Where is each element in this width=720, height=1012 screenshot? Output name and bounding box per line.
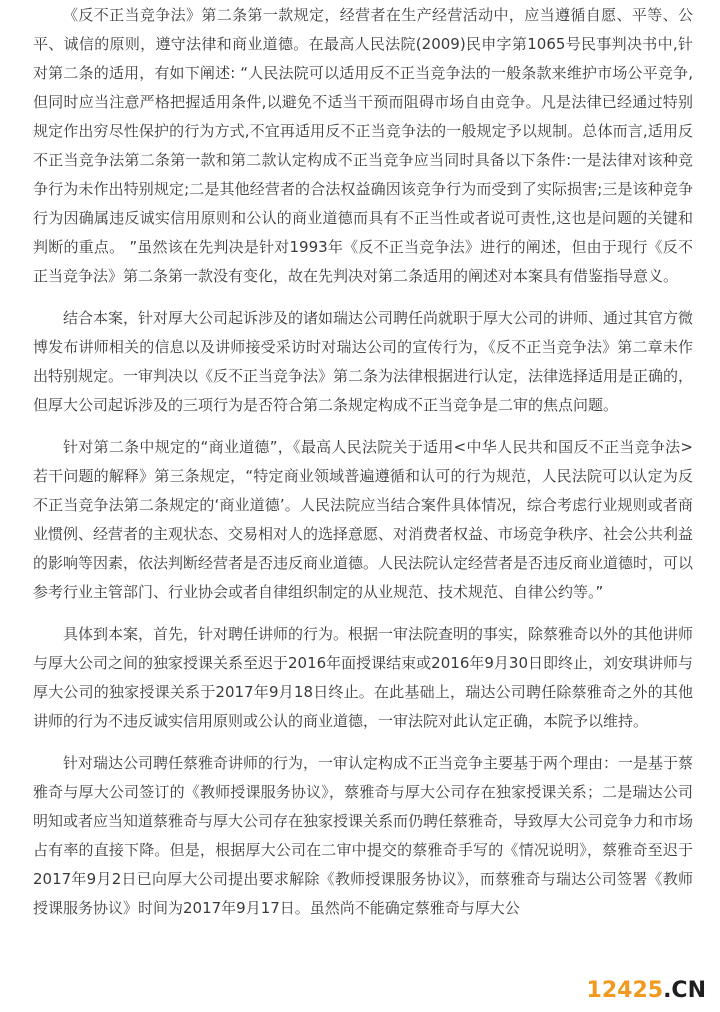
watermark-number: 12425	[586, 978, 664, 1003]
paragraph-5: 针对瑞达公司聘任蔡雅奇讲师的行为，一审认定构成不正当竞争主要基于两个理由：一是基于蔡雅奇与厚大公司签订的《教师授课服务协议》，蔡雅奇与厚大公司存在独家授课关系；二是瑞达公司明知或者应当知道蔡雅奇与厚大公司存在独家授课关系而仍聘任蔡雅奇，导致厚大公司竞争力和市场占有率的直接下降。但是，根据厚大公司在二审中提交的蔡雅奇手写的《情况说明》，蔡雅奇至迟于2017年9月2日已向厚大公司提出要求解除《教师授课服务协议》，而蔡雅奇与瑞达公司签署《教师授课服务协议》时间为2017年9月17日。虽然尚不能确定蔡雅奇与厚大公	[33, 754, 694, 917]
paragraph-4: 具体到本案，首先，针对聘任讲师的行为。根据一审法院查明的事实，除蔡雅奇以外的其他讲师与厚大公司之间的独家授课关系至迟于2016年面授课结束或2016年9月30日即终止，刘安琪讲师与厚大公司的独家授课关系于2017年9月18日终止。在此基础上，瑞达公司聘任除蔡雅奇之外的其他讲师的行为不违反诚实信用原则或公认的商业道德，一审法院对此认定正确，本院予以维持。	[33, 625, 694, 730]
watermark-domain: .CN	[663, 978, 706, 1003]
site-watermark	[583, 978, 710, 1004]
paragraph-3: 针对第二条中规定的“商业道德”，《最高人民法院关于适用<中华人民共和国反不正当竞争法>若干问题的解释》第三条规定，“特定商业领域普遍遵循和认可的行为规范，人民法院可以认定为反不正当竞争法第二条规定的‘商业道德’。人民法院应当结合案件具体情况，综合考虑行业规则或者商业惯例、经营者的主观状态、交易相对人的选择意愿、对消费者权益、市场竞争秩序、社会公共利益的影响等因素，依法判断经营者是否违反商业道德。人民法院认定经营者是否违反商业道德时，可以参考行业主管部门、行业协会或者自律组织制定的从业规范、技术规范、自律公约等。”	[33, 438, 694, 601]
article-body	[33, 0, 693, 936]
paragraph-2: 结合本案，针对厚大公司起诉涉及的诸如瑞达公司聘任尚就职于厚大公司的讲师、通过其官方微博发布讲师相关的信息以及讲师接受采访时对瑞达公司的宣传行为，《反不正当竞争法》第二章未作出特别规定。一审判决以《反不正当竞争法》第二条为法律根据进行认定，法律选择适用是正确的，但厚大公司起诉涉及的三项行为是否符合第二条规定构成不正当竞争是二审的焦点问题。	[33, 309, 694, 414]
paragraph-1: 《反不正当竞争法》第二条第一款规定，经营者在生产经营活动中，应当遵循自愿、平等、公平、诚信的原则，遵守法律和商业道德。在最高人民法院(2009)民申字第1065号民事判决书中,针对第二条的适用，有如下阐述: “人民法院可以适用反不正当竞争法的一般条款来维护市场公平竞争,但同时应当注意严格把握适用条件,以避免不适当干预而阻碍市场自由竞争。凡是法律已经通过特别规定作出穷尽性保护的行为方式,不宜再适用反不正当竞争法的一般规定予以规制。总体而言,适用反不正当竞争法第二条第一款和第二款认定构成不正当竞争应当同时具备以下条件:一是法律对该种竞争行为未作出特别规定;二是其他经营者的合法权益确因该竞争行为而受到了实际损害;三是该种竞争行为因确属违反诚实信用原则和公认的商业道德而具有不正当性或者说可责性,这也是问题的关键和判断的重点。 ”虽然该在先判决是针对1993年《反不正当竞争法》进行的阐述，但由于现行《反不正当竞争法》第二条第一款没有变化，故在先判决对第二条适用的阐述对本案具有借鉴指导意义。	[33, 6, 693, 285]
